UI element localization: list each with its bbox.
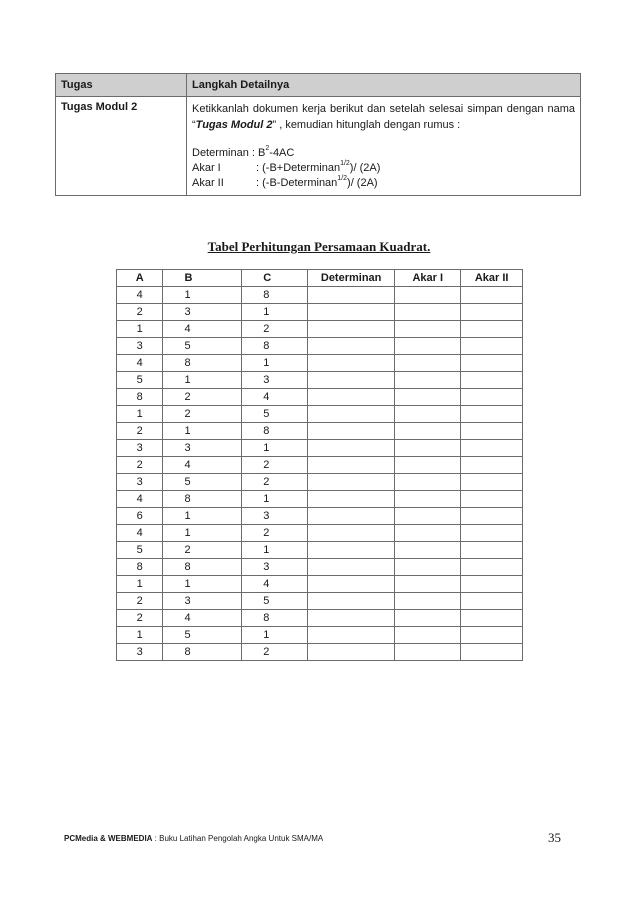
cell-determinan (308, 610, 395, 627)
cell-a: 8 (117, 389, 163, 406)
cell-akar1 (395, 406, 461, 423)
cell-akar2 (461, 644, 523, 661)
cell-c: 2 (242, 457, 308, 474)
cell-a: 4 (117, 355, 163, 372)
cell-a: 2 (117, 457, 163, 474)
col-header-a: A (117, 270, 163, 287)
cell-a: 5 (117, 372, 163, 389)
cell-a: 4 (117, 525, 163, 542)
instruction-part1: Ketikkanlah dokumen kerja berikut dan setelah selesai simpan dengan nama “ (192, 103, 575, 131)
page-number: 35 (548, 830, 561, 845)
cell-akar2 (461, 474, 523, 491)
cell-akar1 (395, 525, 461, 542)
cell-determinan (308, 593, 395, 610)
cell-akar1 (395, 593, 461, 610)
table-row (117, 440, 523, 457)
col-header-b: B (163, 270, 242, 287)
cell-akar1 (395, 287, 461, 304)
cell-a: 2 (117, 593, 163, 610)
cell-determinan (308, 576, 395, 593)
cell-c: 1 (242, 542, 308, 559)
cell-akar1 (395, 559, 461, 576)
footer-brand: PCMedia & WEBMEDIA (64, 834, 153, 843)
cell-akar1 (395, 389, 461, 406)
instruction-text (192, 101, 575, 133)
cell-c: 2 (242, 321, 308, 338)
col-header-akar1: Akar I (395, 270, 461, 287)
formula-block (192, 146, 575, 191)
header-tugas: Tugas (56, 74, 187, 97)
cell-akar2 (461, 525, 523, 542)
determinan-rest: -4AC (269, 147, 295, 159)
task-name: Tugas Modul 2 (56, 97, 187, 196)
col-header-akar2: Akar II (461, 270, 523, 287)
cell-a: 3 (117, 474, 163, 491)
cell-akar2 (461, 491, 523, 508)
cell-akar1 (395, 304, 461, 321)
cell-c: 2 (242, 644, 308, 661)
task-row (56, 97, 581, 196)
akar2-formula-a: : (-B-Determinan (256, 177, 338, 189)
cell-a: 3 (117, 440, 163, 457)
table-row (117, 559, 523, 576)
cell-b: 1 (163, 372, 242, 389)
table-row (117, 508, 523, 525)
cell-a: 4 (117, 287, 163, 304)
cell-b: 1 (163, 508, 242, 525)
cell-determinan (308, 644, 395, 661)
table-row (117, 338, 523, 355)
cell-c: 5 (242, 406, 308, 423)
cell-akar2 (461, 559, 523, 576)
cell-akar1 (395, 355, 461, 372)
data-table (116, 269, 523, 661)
determinan-label: Determinan : B (192, 147, 266, 159)
cell-c: 1 (242, 355, 308, 372)
cell-determinan (308, 355, 395, 372)
cell-akar1 (395, 576, 461, 593)
cell-a: 3 (117, 644, 163, 661)
cell-c: 1 (242, 627, 308, 644)
formula-akar1 (192, 161, 575, 176)
akar1-sup: 1/2 (340, 160, 350, 167)
cell-a: 2 (117, 304, 163, 321)
cell-b: 8 (163, 559, 242, 576)
cell-c: 2 (242, 474, 308, 491)
cell-a: 5 (117, 542, 163, 559)
cell-b: 1 (163, 525, 242, 542)
cell-akar2 (461, 542, 523, 559)
cell-c: 8 (242, 287, 308, 304)
task-detail (187, 97, 581, 196)
cell-akar1 (395, 491, 461, 508)
table-row (117, 389, 523, 406)
cell-akar1 (395, 423, 461, 440)
cell-a: 6 (117, 508, 163, 525)
cell-b: 5 (163, 627, 242, 644)
cell-akar1 (395, 372, 461, 389)
cell-akar1 (395, 457, 461, 474)
determinan-sup: 2 (265, 145, 270, 152)
cell-akar2 (461, 355, 523, 372)
cell-determinan (308, 627, 395, 644)
cell-a: 1 (117, 576, 163, 593)
cell-akar2 (461, 287, 523, 304)
cell-akar2 (461, 610, 523, 627)
table-row (117, 525, 523, 542)
cell-a: 1 (117, 406, 163, 423)
instruction-part2: ” , kemudian hitunglah dengan rumus : (272, 119, 461, 131)
cell-akar2 (461, 508, 523, 525)
formula-akar2 (192, 176, 575, 191)
task-table-header (56, 74, 581, 97)
cell-determinan (308, 287, 395, 304)
task-table (55, 73, 581, 196)
table-row (117, 321, 523, 338)
cell-determinan (308, 474, 395, 491)
table-row (117, 610, 523, 627)
cell-determinan (308, 440, 395, 457)
cell-c: 1 (242, 440, 308, 457)
cell-b: 8 (163, 491, 242, 508)
cell-a: 3 (117, 338, 163, 355)
col-header-determinan: Determinan (308, 270, 395, 287)
table-row (117, 457, 523, 474)
cell-c: 8 (242, 423, 308, 440)
cell-akar1 (395, 610, 461, 627)
cell-akar2 (461, 423, 523, 440)
cell-c: 4 (242, 576, 308, 593)
cell-akar2 (461, 457, 523, 474)
cell-b: 8 (163, 355, 242, 372)
cell-determinan (308, 559, 395, 576)
cell-c: 2 (242, 525, 308, 542)
cell-determinan (308, 525, 395, 542)
cell-akar1 (395, 321, 461, 338)
formula-determinan (192, 146, 575, 161)
cell-determinan (308, 423, 395, 440)
cell-akar2 (461, 576, 523, 593)
table-row (117, 304, 523, 321)
cell-determinan (308, 508, 395, 525)
cell-a: 2 (117, 610, 163, 627)
cell-akar2 (461, 389, 523, 406)
cell-akar1 (395, 440, 461, 457)
table-row (117, 355, 523, 372)
cell-akar2 (461, 372, 523, 389)
cell-akar1 (395, 627, 461, 644)
cell-b: 3 (163, 304, 242, 321)
table-row (117, 423, 523, 440)
cell-a: 8 (117, 559, 163, 576)
cell-akar1 (395, 474, 461, 491)
table-row (117, 576, 523, 593)
table-row (117, 627, 523, 644)
table-row (117, 542, 523, 559)
akar1-formula-a: : (-B+Determinan (256, 162, 341, 174)
cell-c: 3 (242, 508, 308, 525)
page-footer (64, 830, 561, 845)
cell-determinan (308, 542, 395, 559)
cell-b: 2 (163, 389, 242, 406)
cell-b: 4 (163, 610, 242, 627)
cell-b: 2 (163, 542, 242, 559)
cell-akar2 (461, 321, 523, 338)
cell-akar1 (395, 542, 461, 559)
table-caption: Tabel Perhitungan Persamaan Kuadrat. (207, 239, 431, 254)
cell-c: 5 (242, 593, 308, 610)
cell-c: 3 (242, 372, 308, 389)
table-row (117, 593, 523, 610)
cell-c: 3 (242, 559, 308, 576)
table-row (117, 372, 523, 389)
cell-b: 3 (163, 593, 242, 610)
data-table-header (117, 270, 523, 287)
cell-determinan (308, 321, 395, 338)
cell-akar1 (395, 644, 461, 661)
akar1-label: Akar I (192, 162, 221, 174)
cell-b: 2 (163, 406, 242, 423)
cell-determinan (308, 457, 395, 474)
cell-b: 5 (163, 474, 242, 491)
cell-akar2 (461, 440, 523, 457)
cell-a: 4 (117, 491, 163, 508)
akar2-sup: 1/2 (337, 175, 348, 182)
cell-c: 1 (242, 304, 308, 321)
cell-akar2 (461, 593, 523, 610)
cell-c: 4 (242, 389, 308, 406)
cell-akar2 (461, 338, 523, 355)
akar1-formula-b: )/ (2A) (349, 162, 381, 174)
cell-c: 1 (242, 491, 308, 508)
col-header-c: C (242, 270, 308, 287)
table-row (117, 406, 523, 423)
footer-text: : Buku Latihan Pengolah Angka Untuk SMA/MA (152, 834, 324, 843)
cell-a: 1 (117, 627, 163, 644)
cell-b: 1 (163, 576, 242, 593)
cell-b: 4 (163, 457, 242, 474)
cell-a: 2 (117, 423, 163, 440)
table-row (117, 474, 523, 491)
cell-akar1 (395, 338, 461, 355)
cell-c: 8 (242, 338, 308, 355)
table-row (117, 644, 523, 661)
cell-a: 1 (117, 321, 163, 338)
akar2-formula-b: )/ (2A) (347, 177, 378, 189)
table-row (117, 491, 523, 508)
cell-determinan (308, 372, 395, 389)
cell-b: 1 (163, 287, 242, 304)
cell-b: 4 (163, 321, 242, 338)
cell-b: 8 (163, 644, 242, 661)
cell-determinan (308, 491, 395, 508)
cell-b: 5 (163, 338, 242, 355)
table-row (117, 287, 523, 304)
cell-determinan (308, 406, 395, 423)
instruction-filename: Tugas Modul 2 (195, 119, 273, 131)
cell-b: 3 (163, 440, 242, 457)
cell-determinan (308, 389, 395, 406)
cell-b: 1 (163, 423, 242, 440)
cell-c: 8 (242, 610, 308, 627)
cell-determinan (308, 304, 395, 321)
akar2-label: Akar II (192, 177, 224, 189)
cell-akar2 (461, 406, 523, 423)
cell-akar2 (461, 627, 523, 644)
header-langkah: Langkah Detailnya (187, 74, 581, 97)
cell-determinan (308, 338, 395, 355)
cell-akar2 (461, 304, 523, 321)
cell-akar1 (395, 508, 461, 525)
